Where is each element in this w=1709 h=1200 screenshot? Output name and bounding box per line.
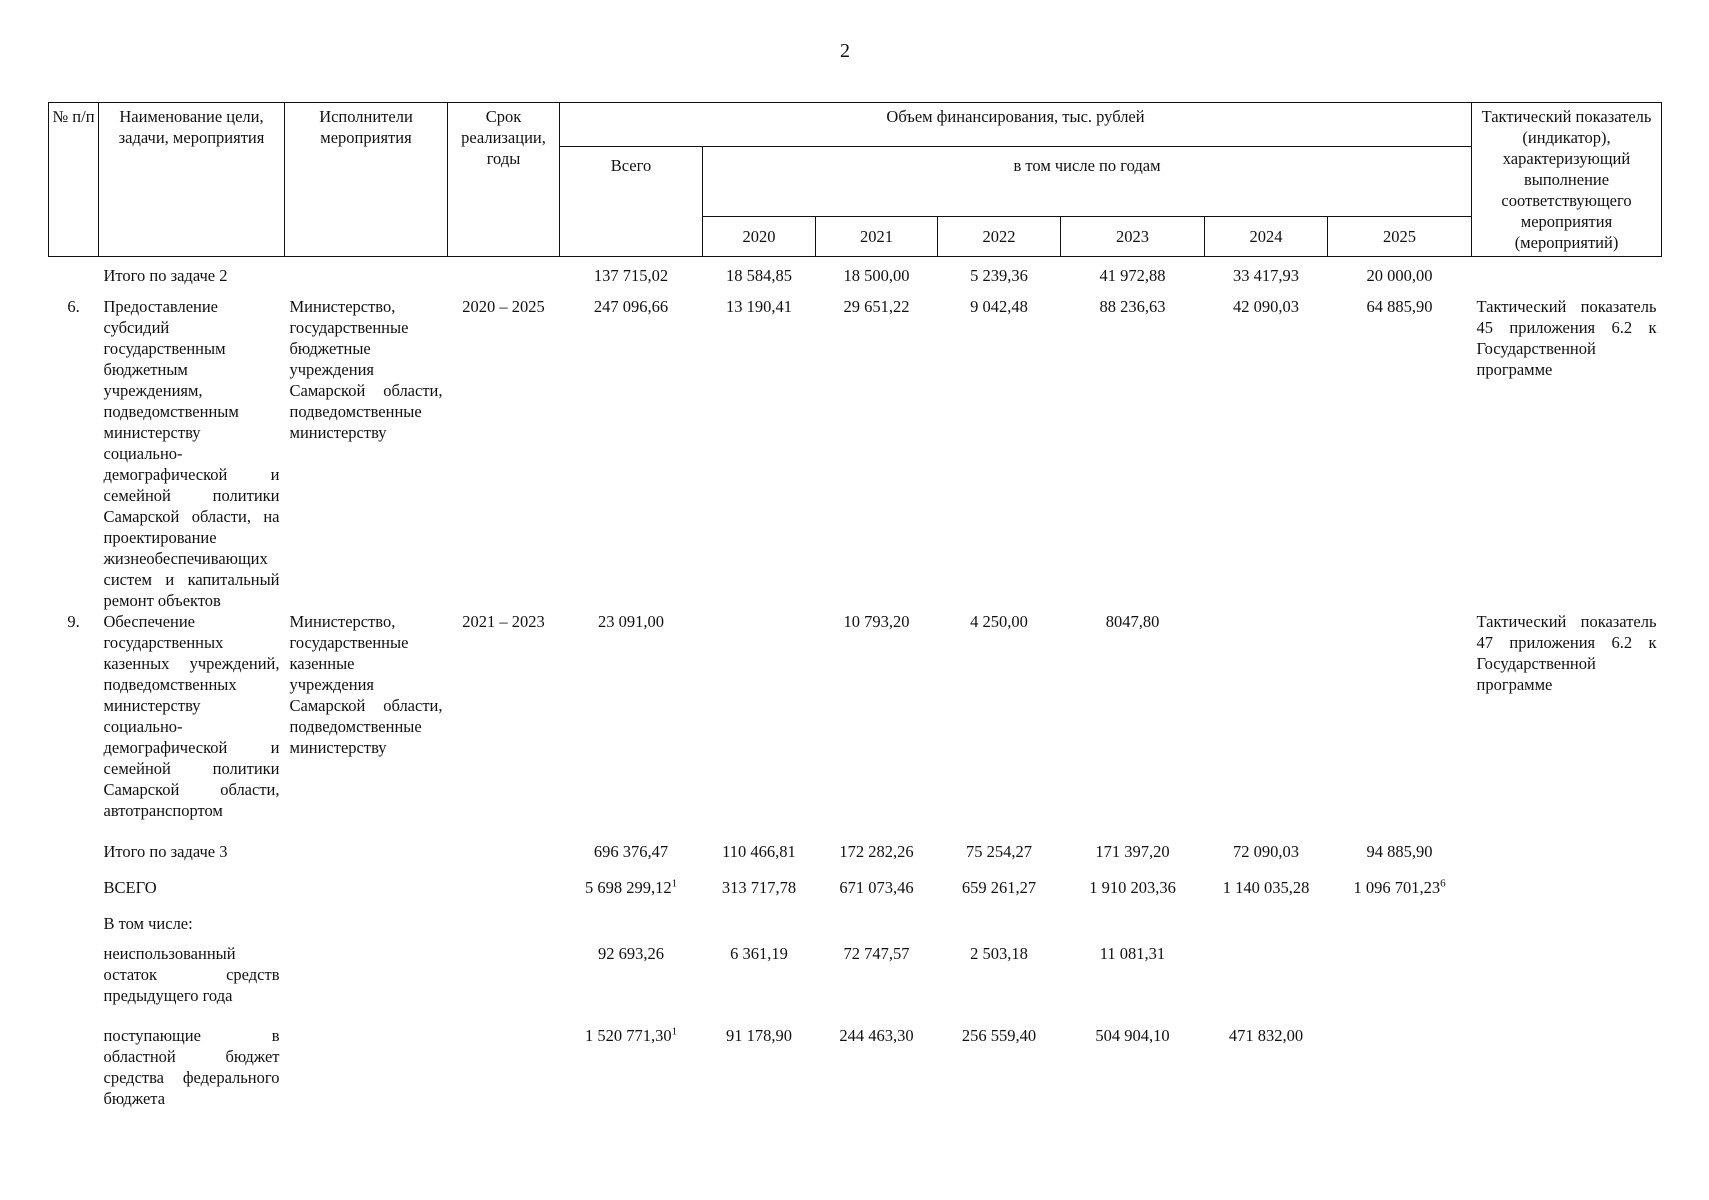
row-year-value: 171 397,20	[1095, 841, 1170, 861]
header-year: 2023	[1061, 217, 1205, 257]
row-executors	[285, 943, 448, 1025]
row-year-value	[1328, 611, 1472, 841]
row-year-value	[1328, 913, 1472, 943]
row-year-value	[1328, 1025, 1472, 1115]
row-year-value	[1205, 611, 1328, 841]
row-total	[560, 913, 703, 943]
row-total: 5 698 299,12$^1$	[584, 877, 678, 897]
row-year-value: 13 190,41	[726, 296, 792, 316]
row-num	[49, 1025, 99, 1115]
row-year-value: 4 250,00	[970, 611, 1028, 631]
row-year-value: 18 584,85	[726, 266, 792, 285]
row-total: 1 520 771,30$^1$	[584, 1025, 678, 1045]
row-year-value	[703, 913, 816, 943]
table-row	[49, 611, 1662, 841]
row-year-value	[1061, 913, 1205, 943]
table-row	[49, 296, 1662, 611]
row-year-value: 33 417,93	[1233, 266, 1299, 285]
row-year-value: 671 073,46	[839, 877, 914, 897]
row-indicator	[1472, 841, 1662, 877]
row-indicator	[1472, 913, 1662, 943]
row-executors: Министерство, государственные бюджетные учреждения Самарской области, подведомственные министерству	[289, 296, 443, 442]
row-num	[49, 913, 99, 943]
row-indicator	[1472, 1025, 1662, 1115]
row-term: 2021 – 2023	[462, 611, 545, 631]
row-year-value: 72 747,57	[843, 943, 910, 963]
row-year-value: 94 885,90	[1366, 841, 1433, 861]
row-term	[448, 1025, 560, 1115]
row-year-value: 659 261,27	[961, 877, 1037, 897]
row-year-value: 9 042,48	[970, 296, 1028, 316]
row-term	[448, 841, 560, 877]
row-num: 6.	[67, 296, 80, 316]
row-year-value	[703, 611, 816, 841]
row-year-value: 244 463,30	[839, 1025, 914, 1045]
header-indicator: Тактический показатель (индикатор), характеризующий выполнение соответствующего мероприятия (мероприятий)	[1472, 103, 1662, 257]
row-year-value	[938, 913, 1061, 943]
row-executors: Министерство, государственные казенные учреждения Самарской области, подведомственные министерству	[289, 611, 443, 757]
row-num	[49, 257, 99, 296]
row-indicator: Тактический показатель 47 приложения 6.2 к Государственной программе	[1476, 611, 1657, 694]
funding-table	[48, 102, 1662, 1115]
row-term	[448, 943, 560, 1025]
row-total: 247 096,66	[593, 296, 669, 316]
row-term: 2020 – 2025	[462, 296, 545, 316]
row-total: 696 376,47	[593, 841, 669, 861]
row-year-value: 256 559,40	[961, 1025, 1037, 1045]
header-name: Наименование цели, задачи, мероприятия	[99, 103, 285, 257]
row-name: Итого по задаче 2	[103, 266, 228, 285]
row-total: 137 715,02	[593, 266, 669, 285]
header-year: 2021	[816, 217, 938, 257]
row-year-value: 18 500,00	[843, 266, 910, 285]
table-row	[49, 841, 1662, 877]
row-term	[448, 913, 560, 943]
row-year-value: 313 717,78	[721, 877, 797, 897]
header-funding: Объем финансирования, тыс. рублей	[560, 103, 1472, 147]
row-year-value: 504 904,10	[1095, 1025, 1170, 1045]
row-num	[49, 943, 99, 1025]
row-year-value: 172 282,26	[839, 841, 914, 861]
row-year-value: 11 081,31	[1099, 943, 1166, 963]
row-name: неиспользованный остаток средств предыдущего года	[103, 943, 280, 1005]
header-year: 2025	[1328, 217, 1472, 257]
table-body	[49, 257, 1662, 1115]
row-total: 92 693,26	[598, 943, 664, 963]
row-num	[49, 877, 99, 913]
table-row	[49, 877, 1662, 913]
row-year-value	[1328, 943, 1472, 1025]
header-year: 2020	[703, 217, 816, 257]
row-year-value	[816, 913, 938, 943]
row-year-value: 72 090,03	[1233, 841, 1299, 861]
header-executors: Исполнители мероприятия	[285, 103, 448, 257]
row-year-value: 91 178,90	[726, 1025, 792, 1045]
table-row	[49, 913, 1662, 943]
row-name: Предоставление субсидий государственным бюджетным учреждениям, подведомственным министерству социально-демографической и семейной политики Самарской области, на проектирование жизнеобеспечивающих систем и капитальный ремонт объектов	[103, 296, 280, 610]
row-indicator: Тактический показатель 45 приложения 6.2 к Государственной программе	[1476, 296, 1657, 379]
row-year-value: 10 793,20	[843, 611, 910, 631]
row-year-value: 110 466,81	[722, 841, 796, 861]
header-by-years: в том числе по годам	[703, 147, 1472, 217]
table-header	[49, 103, 1662, 257]
table-row	[49, 257, 1662, 296]
row-year-value: 1 910 203,36	[1089, 877, 1176, 897]
table-row	[49, 943, 1662, 1025]
row-year-value: 1 140 035,28	[1222, 877, 1310, 897]
row-year-value: 8047,80	[1105, 611, 1160, 631]
row-year-value: 5 239,36	[970, 266, 1028, 285]
row-year-value: 20 000,00	[1366, 266, 1433, 285]
row-year-value: 75 254,27	[966, 841, 1032, 861]
row-year-value	[1205, 913, 1328, 943]
row-indicator	[1472, 877, 1662, 913]
row-executors	[285, 1025, 448, 1115]
row-year-value: 29 651,22	[843, 296, 910, 316]
row-year-value: 41 972,88	[1099, 266, 1166, 285]
row-term	[448, 877, 560, 913]
row-year-value	[1205, 943, 1328, 1025]
row-indicator	[1472, 943, 1662, 1025]
row-year-value: 88 236,63	[1099, 296, 1166, 316]
header-year: 2022	[938, 217, 1061, 257]
row-indicator	[1472, 257, 1662, 296]
row-name: ВСЕГО	[103, 877, 157, 897]
row-year-value: 6 361,19	[730, 943, 788, 963]
row-executors	[285, 877, 448, 913]
row-year-value: 471 832,00	[1228, 1025, 1304, 1045]
row-executors	[285, 913, 448, 943]
header-total: Всего	[560, 147, 703, 257]
row-name: Итого по задаче 3	[103, 841, 228, 861]
row-name: Обеспечение государственных казенных учреждений, подведомственных министерству социально-демографической и семейной политики Самарской области, автотранспортом	[103, 611, 280, 820]
row-year-value: 2 503,18	[970, 943, 1028, 963]
header-year: 2024	[1205, 217, 1328, 257]
row-year-value: 42 090,03	[1233, 296, 1299, 316]
row-num: 9.	[67, 611, 80, 631]
row-year-value: 1 096 701,23$^6$	[1353, 877, 1446, 897]
row-num	[49, 841, 99, 877]
row-year-value: 64 885,90	[1366, 296, 1433, 316]
header-term: Срок реализации, годы	[448, 103, 560, 257]
row-executors	[285, 257, 448, 296]
page-number: 2	[840, 40, 850, 62]
row-total: 23 091,00	[598, 611, 664, 631]
row-executors	[285, 841, 448, 877]
row-name: В том числе:	[103, 913, 193, 933]
table-row	[49, 1025, 1662, 1115]
row-term	[448, 257, 560, 296]
header-num: № п/п	[49, 103, 99, 257]
row-name: поступающие в областной бюджет средства федерального бюджета	[103, 1025, 280, 1108]
